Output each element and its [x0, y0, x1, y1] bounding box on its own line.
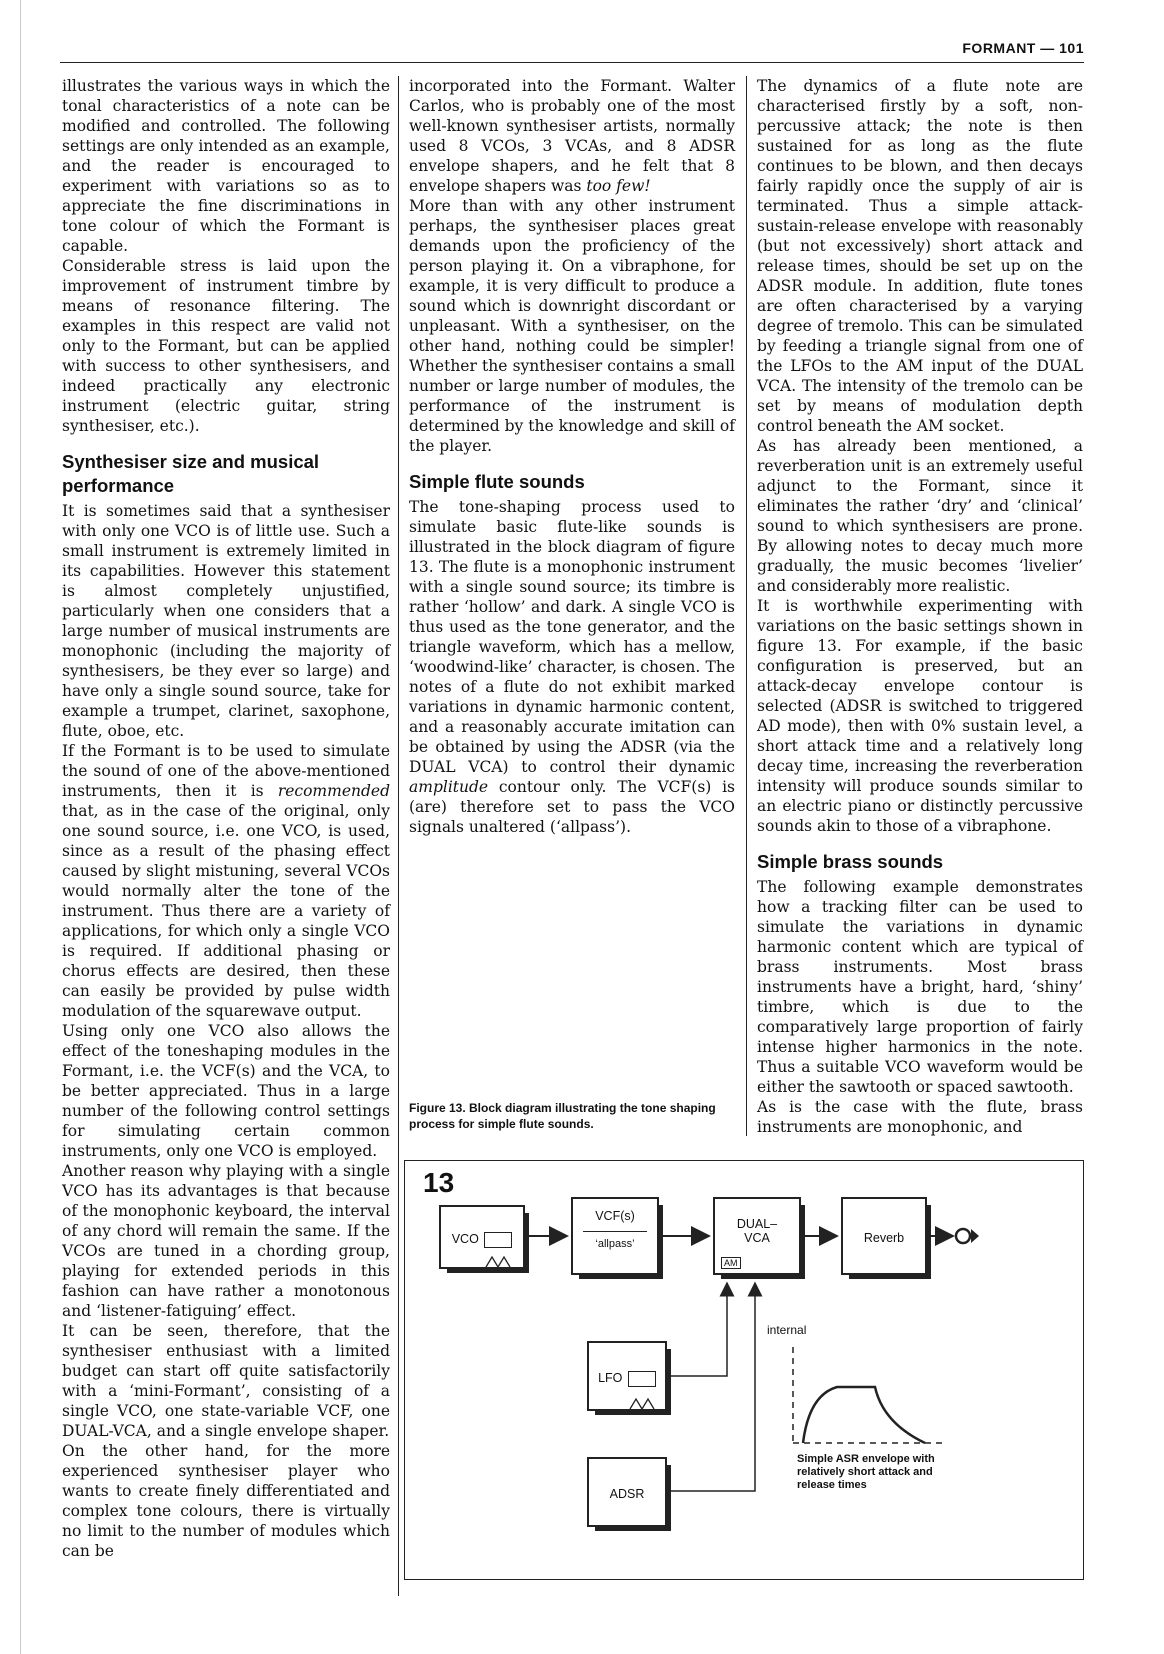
header-rule [60, 62, 1084, 63]
column-3 [757, 76, 1083, 1136]
section-heading: Simple flute sounds [409, 471, 585, 492]
vcf-module [571, 1197, 659, 1275]
text-run: contour only. The VCF(s) is (are) therefore set to pass the VCO signals unaltered (‘allpass’). [409, 778, 735, 836]
paragraph: On the other hand, for the more experienced synthesiser player who wants to create finely differentiated and complex tone colours, there is virtually no limit to the number of modules which can be [62, 1442, 390, 1560]
paragraph: Using only one VCO also allows the effect of the toneshaping modules in the Formant, i.e. the VCF(s) and the VCA, to be better appreciated. Thus in a large number of the following control settings for simulating certain common instruments, only one VCO is employed. [62, 1022, 390, 1160]
paragraph: As has already been mentioned, a reverberation unit is an extremely useful adjunct to the Formant, since it eliminates the rather ‘dry’ and ‘clinical’ sound to which synthesisers are prone. By allowing notes to decay much more gradually, the music becomes ‘livelier’ and considerably more realistic. [757, 437, 1083, 595]
paragraph: It is worthwhile experimenting with variations on the basic settings shown in figure 13. For example, if the basic configuration is preserved, but an attack-decay envelope contour is selected (ADSR is switched to triggered AD mode), then with 0% sustain level, a short attack time and a relatively long decay time, increasing the reverberation intensity will produce sounds similar to an electric piano or distinctly percussive sounds akin to those of a vibraphone. [757, 597, 1083, 835]
paragraph: Considerable stress is laid upon the improvement of instrument timbre by means of resonance filtering. The examples in this respect are valid not only to the Formant, but can be applied with success to other synthesisers, and indeed practically any electronic instrument (electric guitar, string synthesiser, etc.). [62, 257, 390, 435]
asr-envelope-curve [803, 1387, 925, 1443]
emphasis: too few! [586, 177, 651, 195]
reverb-label: Reverb [863, 1231, 905, 1245]
emphasis: recommended [277, 782, 390, 800]
paragraph: illustrates the various ways in which the tonal characteristics of a note can be modified and controlled. The following settings are only intended as an example, and the reader is encouraged to experiment with variations so as to appreciate the fine discriminations in tone colour of which the Formant is capable. [62, 77, 390, 255]
text-run: If the Formant is to be used to simulate the sound of one of the above-mentioned instruments, then it is [62, 742, 390, 800]
column-1 [62, 76, 390, 1600]
figure-13-block-diagram [404, 1160, 1084, 1580]
page-edge-rule [20, 0, 21, 1654]
am-input-socket: AM [721, 1257, 741, 1269]
vco-module [439, 1205, 525, 1269]
paragraph: More than with any other instrument perhaps, the synthesiser places great demands upon the proficiency of the person playing it. On a vibraphone, for example, it is very difficult to produce a sound which is downright discordant or unpleasant. With a synthesiser, on the other hand, nothing could be simpler! Whether the synthesiser contains a small number or large number of modules, the performance of the instrument is determined by the knowledge and skill of the player. [409, 197, 735, 455]
dual-vca-label: DUAL– VCA [736, 1217, 778, 1245]
paragraph: As is the case with the flute, brass instruments are monophonic, and [757, 1098, 1083, 1136]
vco-label: VCO [451, 1232, 479, 1246]
column-divider [398, 76, 399, 1596]
figure-caption: Figure 13. Block diagram illustrating the tone shaping process for simple flute sounds. [409, 1101, 716, 1131]
paragraph [62, 741, 390, 1021]
section-heading: Synthesiser size and musical performance [62, 451, 320, 496]
wire-lfo-am [667, 1283, 727, 1376]
output-arrow-icon [971, 1229, 979, 1243]
text-run: that, as in the case of the original, only one sound source, i.e. one VCO, is used, since as a result of the phasing effect caused by slight mistuning, several VCOs would normally alter the tone of the instrument. Thus there are a variety of applications, for which only a single VCO is required. If additional phasing or chorus effects are desired, then these can easily be provided by pulse width modulation of the squarewave output. [62, 802, 390, 1020]
vcf-label: VCF(s) [595, 1209, 635, 1223]
paragraph: It is sometimes said that a synthesiser with only one VCO is of little use. Such a small instrument is extremely limited in its capabilities. However this statement is almost completely unjustified, particularly when one considers that a large number of musical instruments are monophonic (including the majority of synthesisers, be they ever so large) and have only a single sound source, take for example a trumpet, clarinet, saxophone, flute, oboe, etc. [62, 502, 390, 740]
output-jack-icon [956, 1229, 970, 1243]
paragraph [409, 497, 735, 837]
dual-vca-module [713, 1197, 801, 1275]
triangle-wave-icon [628, 1371, 656, 1387]
vcf-divider [583, 1231, 647, 1232]
lfo-module [587, 1341, 667, 1411]
adsr-module [587, 1457, 667, 1527]
figure-number: 13 [423, 1167, 455, 1198]
text-run: The tone-shaping process used to simulate basic flute-like sounds is illustrated in the block diagram of figure 13. The flute is a monophonic instrument with a single sound source; its timbre is rather ‘hollow’ and dark. A single VCO is thus used as the tone generator, and the triangle waveform, which has a mellow, ‘woodwind-like’ character, is chosen. The notes of a flute do not exhibit marked variations in dynamic harmonic content, and a reasonably accurate imitation can be obtained by using the ADSR (via the DUAL VCA) to control their dynamic [409, 498, 735, 776]
adsr-label: ADSR [609, 1487, 645, 1501]
running-header: FORMANT — 101 [962, 40, 1084, 56]
paragraph: It can be seen, therefore, that the synthesiser enthusiast with a limited budget can start off quite satisfactorily with a ‘mini-Formant’, consisting of a single VCO, one state-variable VCF, one DUAL-VCA, and a single envelope shaper. [62, 1322, 390, 1440]
text-run: incorporated into the Formant. Walter Carlos, who is probably one of the most well-known synthesiser artists, normally used 8 VCOs, 3 VCAs, and 8 ADSR envelope shapers, and he felt that 8 envelope shapers was [409, 77, 735, 195]
reverb-module [841, 1197, 927, 1275]
column-2 [409, 76, 735, 836]
emphasis: amplitude [409, 778, 489, 796]
paragraph: Another reason why playing with a single VCO has its advantages is that because of the monophonic keyboard, the interval of any chord will remain the same. If the VCOs are tuned in a chording group, playing for extended periods in this fashion can have rather a monotonous and ‘listener-fatiguing’ effect. [62, 1162, 390, 1320]
triangle-wave-icon [484, 1232, 512, 1248]
paragraph: The following example demonstrates how a tracking filter can be used to simulate the variations in dynamic harmonic content which are typical of brass instruments. Most brass instruments have a bright, hard, ‘shiny’ timbre, which is due to the comparatively large proportion of fairly intense higher harmonics in the note. Thus a suitable VCO waveform would be either the sawtooth or spaced sawtooth. [757, 878, 1083, 1096]
vcf-mode-label: ‘allpass’ [595, 1238, 635, 1250]
paragraph [409, 76, 735, 196]
asr-envelope-caption: Simple ASR envelope with relatively short attack and release times [797, 1453, 935, 1491]
paragraph: The dynamics of a flute note are characterised firstly by a soft, non-percussive attack; the note is then sustained for as long as the flute continues to be blown, and then decays fairly rapidly once the supply of air is terminated. Thus a simple attack-sustain-release envelope with reasonably (but not excessively) short attack and release times, should be set up on the ADSR module. In addition, flute tones are often characterised by a varying degree of tremolo. This can be simulated by feeding a triangle signal from one of the LFOs to the AM input of the DUAL VCA. The intensity of the tremolo can be set by means of modulation depth control beneath the AM socket. [757, 77, 1083, 435]
internal-label: internal [767, 1323, 807, 1337]
wire-adsr-vca [667, 1283, 755, 1491]
section-heading: Simple brass sounds [757, 851, 944, 872]
column-divider [746, 76, 747, 1136]
lfo-label: LFO [598, 1371, 623, 1385]
